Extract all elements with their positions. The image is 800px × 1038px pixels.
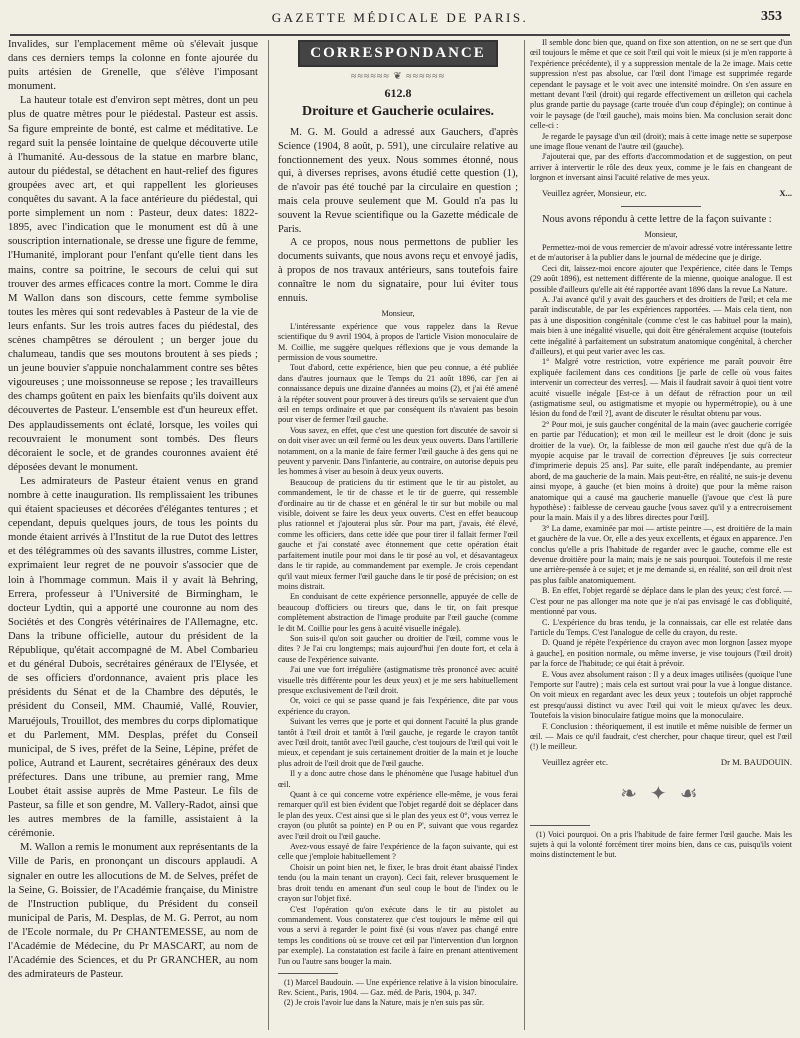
left-paragraph: Les admirateurs de Pasteur étaient venus en grand nombre à cette inauguration. Ils remplissaient les tribunes qui étaient spacieuses et décorées d'élégantes tentures ; et cependant, depuis quelques jours, de tous les points du monde étaient arrivés à l'Institut de la rue Dutot des lettres et des télégrammes où des savants illustres, comme Lister, exprimaient leur regret de ne pouvoir s'associer que de loin à l'hommage commun. Mais il y avait là Behring, Errera, professeur à l'Université de Birmingham, le docteur Lydtin, qui a apporté une couronne au nom des Sociétés et des Congrès vétérinaires de l'Allemagne, etc. Dans la tribune officielle, autour du président de la République, qu'était accompagné de M. Abel Combarieu et du général Dubois, secrétaires généraux de l'Elysée, et de ses officiers d'ordonnance, avaient pris place les présidents du Sénat et de la Chambre des députés, le président du Conseil, MM. Chaumié, Vallé, Rouvier, Maruéjouls, Trouillot, des membres du corps diplomatique et du Parlement, MM. Desplas, préfet du Conseil municipal, de S ives, préfet de la Seine, Lépine, préfet de police, Autrand et Laurent, secrétaires généraux des deux préfectures. Dans une tribune, au premier rang, Mme Loubet était assise auprès de Mme Pasteur. Le fils de Pasteur, sa fille et son gendre, M. Vallery-Radot, ainsi que les autres membres de la famille, assistaient à la cérémonie. [8, 475, 258, 840]
journal-title: GAZETTE MÉDICALE DE PARIS. [271, 10, 529, 25]
article-number: 612.8 [384, 86, 412, 100]
letter-paragraph: Choisir un point bien net, le fixer, le bras droit étant abaissé l'index tendu (ou la main tenant un crayon). Ceci fait, relever brusquement le bras droit tendu en amenant d'un seul coup le bout de l'index ou le crayon sur l'objet fixé. [278, 862, 518, 904]
signature: Dr M. BAUDOUIN. [720, 756, 792, 767]
footnote-separator [278, 973, 338, 974]
letter-paragraph: Tout d'abord, cette expérience, bien que peu connue, a été publiée dans d'autres journaux que le Temps du 21 août 1896, car j'en ai connaissance depuis une dizaine d'années au moins (2), et j'ai été amené à la répéter souvent pour prouver à des tireurs qu'ils se servaient que d'un œil en temps ordinaire et que par conséquent ils n'avaient pas besoin pour viser de fermer l'œil gauche. [278, 363, 518, 425]
column-divider-right [524, 40, 525, 1030]
page-number: 353 [761, 9, 782, 24]
intro-paragraph: M. G. M. Gould a adressé aux Gauchers, d'après Science (1904, 8 août, p. 591), une circulaire relative au fonctionnement des yeux. Nous sommes étonné, nous qui, à diverses reprises, avons étudié cette question (1), de n'avoir pas été touché par la circulaire en question ; mais cela prouve seulement que M. Gould n'a pas lu souvent la Revue scientifique ou la Gazette médicale de Paris. [278, 127, 518, 235]
letter-paragraph: Avez-vous essayé de faire l'expérience de la façon suivante, qui est celle que j'emploie habituellement ? [278, 842, 518, 862]
left-column [8, 38, 258, 1028]
footnote-separator [530, 825, 590, 826]
closing-formula: Veuillez agréer, Monsieur, etc. [542, 187, 647, 198]
letter-paragraph: Quant à ce qui concerne votre expérience elle-même, je vous ferai remarquer qu'il est bien évident que l'objet regardé doit se déplacer dans le plan des yeux. C'est ainsi que si le plan des yeux est 0°, vous verrez le crayon (ou plutôt sa pointe) en P ou en P', suivant que vous regardez avec l'œil droit ou l'œil gauche. [278, 790, 518, 841]
left-paragraph: La hauteur totale est d'environ sept mètres, dont un peu plus de quatre mètres pour le piédestal. Pasteur est assis. Sa figure empreinte de bonté, est calme et méditative. Le regard suit la pensée lointaine de quelque découverte utile à l'humanité. Au-dessous de la statue en marbre blanc, autour du piédestal, se détachent en haut-relief des figures groupées avec art, et qui rappellent les glorieuses conquêtes du savant. A la face antérieure du piédestal, qui porte simplement un nom : Pasteur, deux dates: 1822-1895, avec l'indication que le monument est dû à une souscription internationale, se dresse une figure de femme, l'Humanité, implorant pour l'enfant qu'elle tient dans les mains, contre sa poitrine, le secours de celui qui sut trouver des armes efficaces contre la mort. Comme le dira M Wallon dans son discours, cette femme symbolise toutes les mères qui sont redevables à Pasteur de la vie de leurs enfants. Sur les trois autres faces du piédestal, des scènes champêtres se déroulent ; un berger joue du chalumeau, tandis que ses moutons broutent à ses pieds ; un jeune bouvier s'appuie nonchalamment contre ses bêtes vigoureuses ; une moissonneuse se repose ; les travailleurs des champs goûtent en paix les bienfaits qu'ils doivent aux découvertes de Pasteur. L'ensemble est d'un heureux effet. Des applaudissements ont éclaté, lorsque, les voiles qui recouvraient le monument sont tombés. Des fleurs décoraient le socle, et de grandes couronnes avaient été déposées devant le monument. [8, 95, 258, 473]
reply-paragraph: A. J'ai avancé qu'il y avait des gauchers et des droitiers de l'œil; et cela me paraît indiscutable, de par les expériences rapportées. — Mais cela tient, non pas à une disposition congénitale (comme c'est le cas habituel pour la main), mais bien à une inégalité visuelle, qui doit être généralement acquise (toutefois cette inégalité à parfaitement un substratum anatomique congénital, à chercher d'ailleurs), et qui peut varier avec les cas. [530, 294, 792, 356]
closing-row [530, 188, 792, 198]
intro-paragraph: A ce propos, nous nous permettons de publier les documents suivants, que nous avons reçu et envoyé jadis, à propos de nos travaux antérieurs, sans toutefois faire connaître le nom du signataire, pour lui éviter tous ennuis. [278, 237, 518, 304]
footnote: (1) Marcel Baudouin. — Une expérience relative à la vision binoculaire. Rev. Scient., Paris, 1904. — Gaz. méd. de Paris, 1904, p. 347. [278, 977, 518, 997]
letter-paragraph: Or, voici ce qui se passe quand je fais l'expérience, dite par vous expérience du crayon. [278, 696, 518, 716]
article-title: Droiture et Gaucherie oculaires. [301, 104, 495, 119]
section-separator [621, 206, 701, 207]
reply-paragraph: C. L'expérience du bras tendu, je la connaissais, car elle est relatée dans l'article du Temps. C'est l'analogue de celle du crayon, du reste. [530, 617, 792, 637]
letter-paragraph: C'est l'opération qu'on exécute dans le tir au pistolet au commandement. Vous constaterez que c'est toujours le même œil qui vous a servi à regarder le point fixé (si vous n'avez pas changé entre temps les conditions où se trouve cet œil par l'intervention d'un lorgnon par exemple). La constatation est facile à faire en prenant attentivement l'un ou l'autre sans bouger la main. [278, 904, 518, 966]
reply-paragraph: 1° Malgré votre restriction, votre expérience me paraît pouvoir être expliquée facilement dans ces conditions [je parle de celle où vous faites intervenir un correcteur des verres]. — Mais il faudrait savoir à quoi tient votre acuité visuelle inégale [Est-ce à un défaut de réfraction pour un œil (astigmatisme seul, ou astigmatisme et myopie ou hypermétropie), ou à une lésion du fond de l'œil ?], avant de discuter le résultat obtenu par vous. [530, 357, 792, 419]
closing-formula: Veuillez agréer etc. [542, 756, 609, 767]
reply-paragraph: D. Quand je répète l'expérience du crayon avec mon lorgnon [assez myope à gauche], en position normale, ou même inverse, je vise toujours (l'œil droit) par la force de l'habitude; ce qui était à prévoir. [530, 638, 792, 669]
reply-paragraph: E. Vous avez absolument raison : Il y a deux images utilisées (quoique l'une l'emporte sur l'autre) ; mais cela est surtout vrai pour la vue à longue distance. On voit mieux en regardant avec les deux yeux ; toutefois un objet rapproché est presqu'aussi distinct vu avec l'œil qui voit le mieux qu'avec les deux. Toutefois la vision binoculaire fatigue moins que la monoculaire. [530, 669, 792, 721]
column-divider-left [268, 40, 269, 1030]
closing-row [530, 757, 792, 767]
reply-paragraph: Permettez-moi de vous remercier de m'avoir adressé votre intéressante lettre et de m'autoriser à la publier dans le journal de médecine que je dirige. [530, 242, 792, 263]
reply-paragraph: F. Conclusion : théoriquement, il est inutile et même nuisible de fermer un œil. — Mais ce qu'il faudrait, c'est chercher, pour chaque tireur, quel est l'œil (!) le meilleur. [530, 721, 792, 752]
reply-paragraph: B. En effet, l'objet regardé se déplace dans le plan des yeux; c'est forcé. — C'est pour ne pas allonger ma note que je n'ai pas envisagé le cas d'obliquité, mentionné par vous. [530, 586, 792, 617]
page-header [10, 6, 790, 36]
reply-salutation: Monsieur, [644, 230, 678, 240]
letter-paragraph: Il y a donc autre chose dans le phénomène que l'usage habituel d'un œil. [278, 769, 518, 789]
footnote: (2) Je crois l'avoir lue dans la Nature, mais je n'en suis pas sûr. [284, 997, 484, 1007]
letter-paragraph: J'ai une vue fort irrégulière (astigmatisme très prononcé avec acuité visuelle très différente pour les deux yeux) et je me sers habituellement presque exclusivement de l'œil droit. [278, 665, 518, 695]
letter-paragraph: Son suis-il qu'on soit gaucher ou droitier de l'œil, comme vous le dites ? Je l'ai cru longtemps; mais aujourd'hui j'en doute fort, et cela à cause de l'expérience suivante. [278, 633, 518, 664]
left-paragraph: Invalides, sur l'emplacement même où s'élevait jusque dans ces derniers temps la colonne en fonte ajourée du puits artésien de Grenelle, que s'élève l'imposant monument. [8, 39, 258, 93]
letter-paragraph: Je regarde le paysage d'un œil (droit); mais à cette image nette se superpose une image floue venant de l'autre œil (gauche). [530, 131, 792, 152]
letter-paragraph: Beaucoup de praticiens du tir estiment que le tir au pistolet, au commandement, le tir de chasse et le tir de guerre, qui ressemble d'ordinaire au tir de chasse et en général le tir sur but mobile ou mal visible, doivent se faire les deux yeux ouverts. C'est en effet beaucoup plus rationnel et j'ajouterai plus sûr. Pour ma part, j'avais, été élevé, comme les officiers, dans cette idée que pour tirer il fallait fermer l'œil gauche et j'ai constaté avec étonnement que cette opération était parfaitement inutile pour moi dans le tir posé au vol, et désavantageux dans le tir rapide, au commandement par exemple. Je crois cependant qu'il vaut mieux fermer l'œil gauche dans le tir posé de précision; on est moins distrait. [278, 477, 518, 591]
signature: X... [779, 187, 792, 198]
fleuron-icon: ❧ ✦ ☙ [620, 782, 702, 805]
letter-paragraph: L'intéressante expérience que vous rappelez dans la Revue scientifique du 9 avril 1904, à propos de l'article Vision monoculaire de M. Coillie, me suggère quelques réflexions que je vous demande la permission de vous soumettre. [278, 321, 518, 362]
footnotes [278, 978, 518, 1008]
right-column [530, 38, 792, 1028]
reply-paragraph: Ceci dit, laissez-moi encore ajouter que l'expérience, citée dans le Temps (29 août 1896), est nettement différente de la mienne, quoique analogue. Il est possible d'ailleurs qu'elle ait été rapportée avant 1896 dans la revue La Nature. [530, 263, 792, 294]
letter-paragraph: Il semble donc bien que, quand on fixe son attention, on ne se sert que d'un œil toujours le même et que ce soit l'œil qui voit le mieux (si je m'en rapporte à l'expérience précédente), il y a suppression mentale de la 2e image. Mais cette suppression n'est pas absolue, car l'œil dont l'image est supprimée regarde cependant le paysage et le voit avec une intensité moindre. On s'en assure en mettant devant l'œil (droit) qui regarde effectivement un œilleton qui cachela plus grande partie du paysage (carte trouée d'un coup d'épingle); on continue à voir le paysage (de l'œil gauche), mais moins bien. Ma conclusion serait donc celle-ci : [530, 38, 792, 131]
decorative-ornament [530, 771, 792, 819]
footnotes [530, 830, 792, 860]
middle-column [278, 38, 518, 1028]
section-banner-title: CORRESPONDANCE [298, 40, 498, 67]
footnote: (1) Voici pourquoi. On a pris l'habitude de faire fermer l'œil gauche. Mais les sujets à qui la volonté forcément tirer moins bien, dans ce cas, puisqu'ils voient moins distinctement le but. [530, 829, 792, 859]
letter-paragraph: Vous savez, en effet, que c'est une question fort discutée de savoir si on doit viser avec un œil fermé ou les deux yeux ouverts. Dans l'artillerie notamment, on a la manie de faire fermer l'œil gauche à des gens qui ne peuvent y parvenir. Dans l'infanterie, au contraire, on autorise depuis peu les hommes à viser au besoin à deux yeux ouverts. [278, 425, 518, 477]
letter-salutation: Monsieur, [381, 309, 415, 319]
reply-paragraph: 3° La dame, examinée par moi — artiste peintre —, est droitière de la main et gauchère de la vue. Or, elle a des yeux excellents, et égaux en apparence. J'en conclus qu'elle a pris l'habitude de regarder avec le gauche, comme elle est devenue droitière pour la main; mais je ne sais pourquoi. Toutefois il me reste une arrière-pensée à ce sujet; et je me demande si, en réalité, son œil droit n'est pas plus faible anatomiquement. [530, 523, 792, 585]
left-paragraph: M. Wallon a remis le monument aux représentants de la Ville de Paris, en prononçant un discours applaudi. A signaler en outre les allocutions de M. de Selves, préfet de la Seine, G. Boissier, de l'Académie française, du Ministre de l'Instruction publique, du Président du conseil municipal de Paris, M. Desplas, de M. G. Perrot, au nom de l'Ecole normale, du Pr CHANTEMESSE, au nom de l'Académie de Médecine, du Pr MASCART, au nom de l'Académie des Sciences, et du Pr GRANCHER, au nom des admirateurs de Pasteur. [8, 842, 258, 981]
section-banner [278, 40, 518, 67]
ornament-divider-icon: ≈≈≈≈≈≈ ❦ ≈≈≈≈≈≈ [350, 71, 446, 82]
letter-paragraph: Suivant les verres que je porte et qui donnent l'acuité la plus grande tantôt à l'œil droit et tantôt à l'œil gauche, je regarde le crayon tantôt avec l'œil droit, tantôt avec l'œil gauche, c'est toujours de l'œil qui voit le mieux, et cependant je suis certainement droitier de la main et je louche plus adroit de l'œil droit que de l'œil gauche. [278, 717, 518, 768]
letter-paragraph: En conduisant de cette expérience personnelle, appuyée de celle de beaucoup d'officiers ou tireurs que, dans le tir, on fait presque complètement abstraction de l'image produite par l'œil gauche (comme le dit M. Coillie pour les gens à acuité visuelle inégale). [278, 592, 518, 633]
letter-paragraph: J'ajouterai que, par des efforts d'accommodation et de suggestion, on peut arriver à intervertir le rôle des deux yeux, comme je le fais en changeant de lorgnon et inversant ainsi l'acuité relative de mes yeux. [530, 152, 792, 183]
reply-intro: Nous avons répondu à cette lettre de la façon suivante : [542, 213, 772, 225]
reply-paragraph: 2° Pour moi, je suis gaucher congénital de la main (avec gaucherie corrigée en partie par l'éducation); et mon œil le meilleur est le droit (donc je suis droitier de la vue). Or, la faiblesse de mon œil gauche n'est due qu'à de la myopie acquise par le travail de correction d'épreuves [je suis correcteur d'imprimerie depuis 25 ans]. Par suite, elle paraît indépendante, au premier abord, de ma gaucherie de la main. Mais peut-être, en réalité, ne suis-je devenu ainsi myope, à gauche (et bien moins à droite) que pour la même raison anatomique qui a causé ma gaucherie manuelle (j'avoue que c'est là pure hypothèse) : faiblesse de cerveau gauche [vous savez qu'il y a entrecroisement pour la main. Mais il y a des libres directes pour l'œil]. [530, 419, 792, 523]
